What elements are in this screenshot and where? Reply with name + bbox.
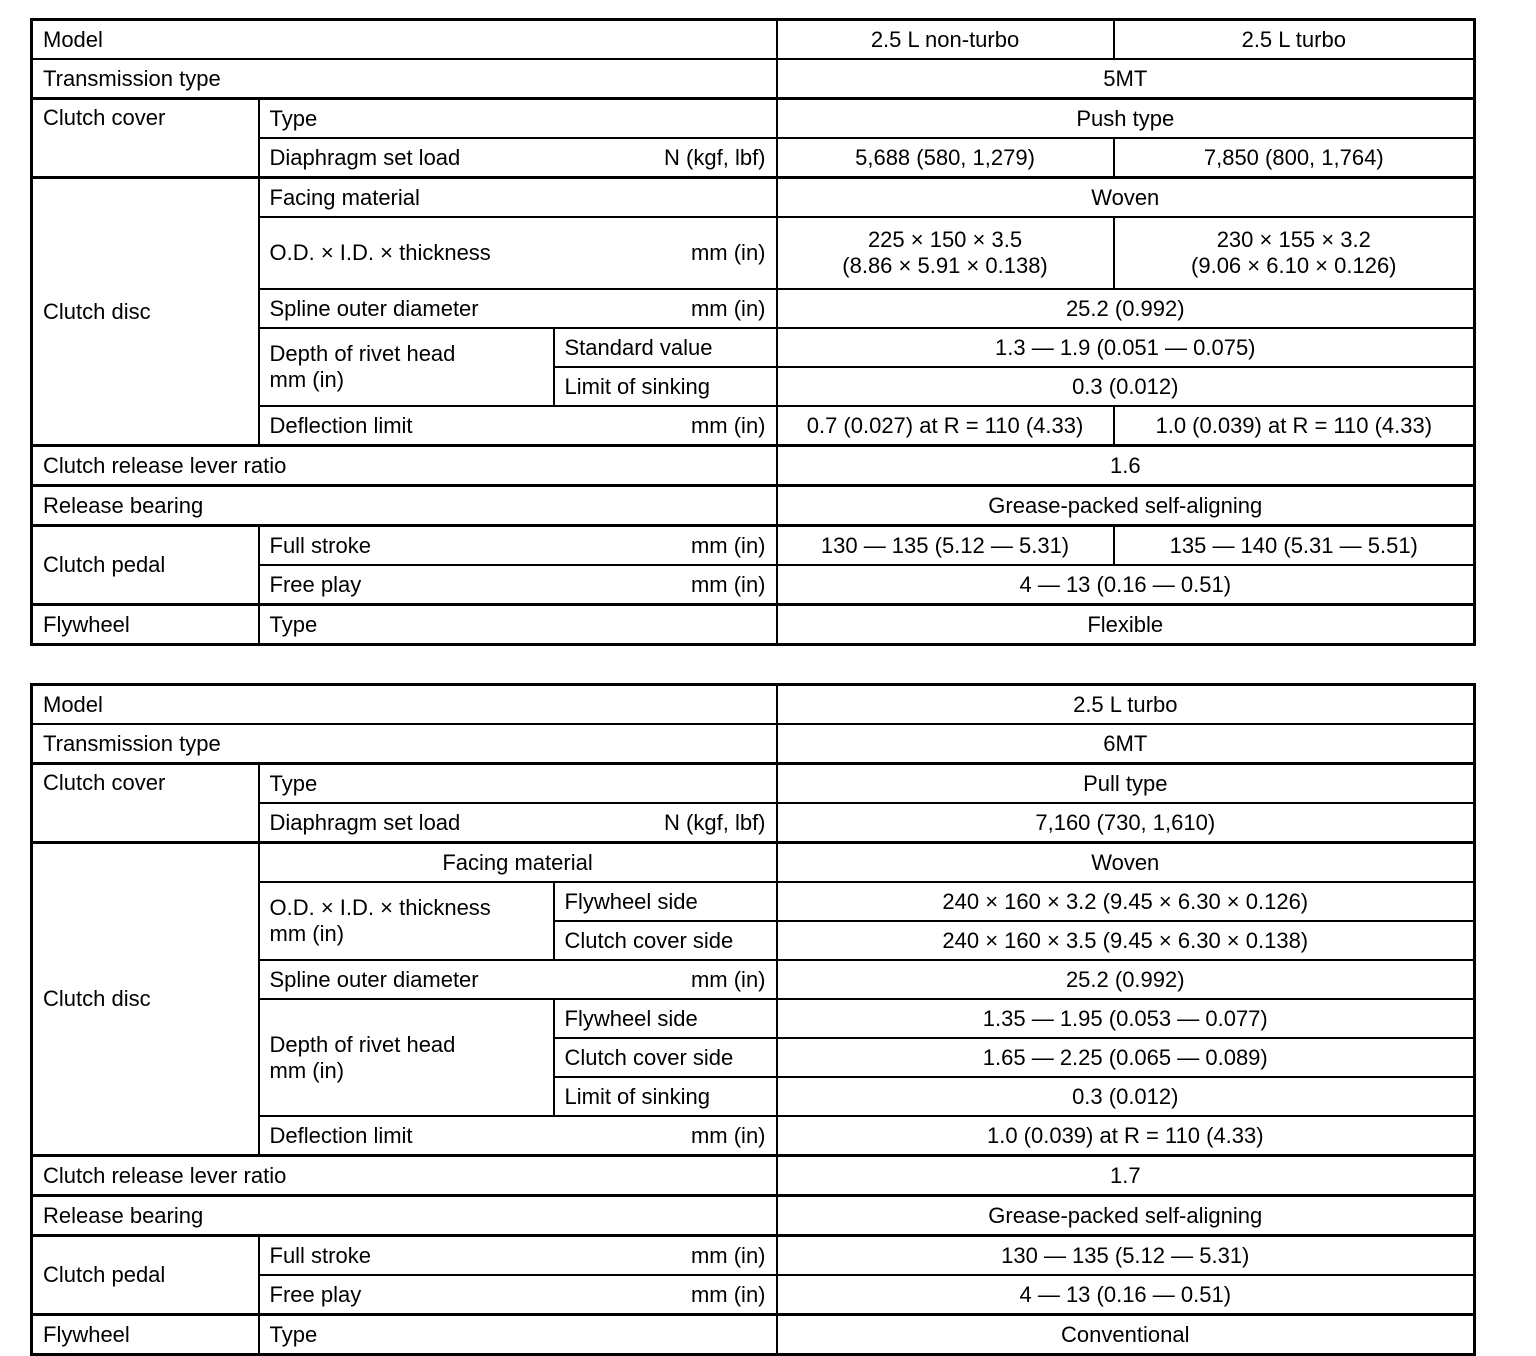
- t2-flywheel-group-label: Flywheel: [32, 1315, 259, 1355]
- t2-free-play-value: 4 — 13 (0.16 — 0.51): [777, 1275, 1475, 1315]
- cell-label-line: Depth of rivet head: [269, 1031, 456, 1057]
- t2-od-cover-side-value: 240 × 160 × 3.5 (9.45 × 6.30 × 0.138): [777, 921, 1475, 960]
- t2-full-stroke-value: 130 — 135 (5.12 — 5.31): [777, 1236, 1475, 1276]
- t1-full-stroke-value-turbo: 135 — 140 (5.31 — 5.51): [1114, 526, 1475, 566]
- t1-cover-type-label: Type: [259, 99, 777, 139]
- cell-unit: mm (in): [690, 240, 766, 265]
- t2-row-full-stroke: [32, 1236, 1475, 1276]
- t2-row-release-ratio: [32, 1156, 1475, 1196]
- cell-unit: mm (in): [690, 1122, 766, 1148]
- t2-row-clutch-cover-type: [32, 764, 1475, 804]
- t2-release-bearing-label: Release bearing: [32, 1196, 777, 1236]
- t1-transmission-label: Transmission type: [32, 59, 777, 99]
- t2-diaphragm-label-cell: [259, 803, 777, 843]
- t1-flywheel-group-label: Flywheel: [32, 605, 259, 645]
- t1-clutch-disc-group-label: Clutch disc: [32, 178, 259, 446]
- t1-deflection-value-nonturbo: 0.7 (0.027) at R = 110 (4.33): [777, 406, 1114, 446]
- t2-cover-type-value: Pull type: [777, 764, 1475, 804]
- t1-rivet-sinking-label: Limit of sinking: [554, 367, 777, 406]
- cell-label: Full stroke: [269, 532, 371, 558]
- t1-rivet-standard-value: 1.3 — 1.9 (0.051 — 0.075): [777, 328, 1475, 367]
- cell-label-line: O.D. × I.D. × thickness: [269, 895, 491, 920]
- t2-row-flywheel: [32, 1315, 1475, 1355]
- t2-spline-value: 25.2 (0.992): [777, 960, 1475, 999]
- t1-flywheel-type-value: Flexible: [777, 605, 1475, 645]
- cell-label: Diaphragm set load: [269, 144, 461, 170]
- t2-model-value: 2.5 L turbo: [777, 685, 1475, 725]
- t2-release-ratio-value: 1.7: [777, 1156, 1475, 1196]
- t2-od-label-cell: [259, 882, 554, 960]
- t1-release-bearing-label: Release bearing: [32, 486, 777, 526]
- cell-label-line: mm (in): [269, 921, 345, 946]
- t2-od-flywheel-side-label: Flywheel side: [554, 882, 777, 921]
- t2-facing-value: Woven: [777, 843, 1475, 883]
- t1-row-facing: [32, 178, 1475, 218]
- t2-rivet-label-cell: [259, 999, 554, 1116]
- t1-full-stroke-value-nonturbo: 130 — 135 (5.12 — 5.31): [777, 526, 1114, 566]
- t1-clutch-pedal-group-label: Clutch pedal: [32, 526, 259, 605]
- t2-row-model: [32, 685, 1475, 725]
- t1-transmission-value: 5MT: [777, 59, 1475, 99]
- t1-row-model: [32, 20, 1475, 60]
- cell-label: Free play: [269, 571, 362, 597]
- t1-facing-label: Facing material: [259, 178, 777, 218]
- t1-diaphragm-label-cell: [259, 138, 777, 178]
- t1-row-release-ratio: [32, 446, 1475, 486]
- value-line: 225 × 150 × 3.5: [867, 227, 1023, 252]
- t2-rivet-flywheel-side-label: Flywheel side: [554, 999, 777, 1038]
- t1-deflection-label-cell: [259, 406, 777, 446]
- t1-row-release-bearing: [32, 486, 1475, 526]
- t1-free-play-value: 4 — 13 (0.16 — 0.51): [777, 565, 1475, 605]
- cell-unit: mm (in): [690, 295, 766, 321]
- cell-unit: mm (in): [690, 1281, 766, 1307]
- t2-clutch-cover-group-label: Clutch cover: [32, 764, 259, 843]
- t1-clutch-cover-group-label: Clutch cover: [32, 99, 259, 178]
- cell-label: Diaphragm set load: [269, 809, 461, 835]
- t2-model-label: Model: [32, 685, 777, 725]
- value-line: (9.06 × 6.10 × 0.126): [1191, 253, 1397, 278]
- t1-rivet-label-cell: [259, 328, 554, 406]
- t2-spline-label-cell: [259, 960, 777, 999]
- t1-release-bearing-value: Grease-packed self-aligning: [777, 486, 1475, 526]
- cell-label: Spline outer diameter: [269, 966, 479, 992]
- t2-rivet-cover-side-label: Clutch cover side: [554, 1038, 777, 1077]
- t1-od-value-nonturbo: [777, 217, 1114, 289]
- cell-label: O.D. × I.D. × thickness: [269, 240, 491, 265]
- cell-label-line: mm (in): [269, 1057, 345, 1083]
- t1-diaphragm-value-nonturbo: 5,688 (580, 1,279): [777, 138, 1114, 178]
- t1-free-play-label-cell: [259, 565, 777, 605]
- t1-model-value-turbo: 2.5 L turbo: [1114, 20, 1475, 60]
- t1-od-label-cell: [259, 217, 777, 289]
- t2-flywheel-type-value: Conventional: [777, 1315, 1475, 1355]
- t2-rivet-cover-side-value: 1.65 — 2.25 (0.065 — 0.089): [777, 1038, 1475, 1077]
- t2-free-play-label-cell: [259, 1275, 777, 1315]
- t1-flywheel-type-label: Type: [259, 605, 777, 645]
- t2-diaphragm-value: 7,160 (730, 1,610): [777, 803, 1475, 843]
- cell-unit: mm (in): [690, 412, 766, 438]
- t1-rivet-standard-label: Standard value: [554, 328, 777, 367]
- t2-od-flywheel-side-value: 240 × 160 × 3.2 (9.45 × 6.30 × 0.126): [777, 882, 1475, 921]
- t1-spline-label-cell: [259, 289, 777, 328]
- t2-deflection-value: 1.0 (0.039) at R = 110 (4.33): [777, 1116, 1475, 1156]
- cell-label: Spline outer diameter: [269, 295, 479, 321]
- cell-unit: mm (in): [690, 1242, 766, 1268]
- t2-cover-type-label: Type: [259, 764, 777, 804]
- t1-full-stroke-label-cell: [259, 526, 777, 566]
- cell-unit: mm (in): [690, 571, 766, 597]
- t1-model-value-nonturbo: 2.5 L non-turbo: [777, 20, 1114, 60]
- t2-deflection-label-cell: [259, 1116, 777, 1156]
- t1-rivet-sinking-value: 0.3 (0.012): [777, 367, 1475, 406]
- value-line: (8.86 × 5.91 × 0.138): [842, 253, 1048, 278]
- t2-transmission-label: Transmission type: [32, 724, 777, 764]
- t2-clutch-disc-group-label: Clutch disc: [32, 843, 259, 1156]
- t1-diaphragm-value-turbo: 7,850 (800, 1,764): [1114, 138, 1475, 178]
- cell-label-line: mm (in): [269, 367, 345, 392]
- t1-cover-type-value: Push type: [777, 99, 1475, 139]
- t2-row-release-bearing: [32, 1196, 1475, 1236]
- t2-facing-label: Facing material: [259, 843, 777, 883]
- t1-release-ratio-value: 1.6: [777, 446, 1475, 486]
- cell-label-line: Depth of rivet head: [269, 341, 456, 366]
- t1-spline-value: 25.2 (0.992): [777, 289, 1475, 328]
- cell-label: Deflection limit: [269, 412, 413, 438]
- t2-release-ratio-label: Clutch release lever ratio: [32, 1156, 777, 1196]
- t1-model-label: Model: [32, 20, 777, 60]
- cell-unit: mm (in): [690, 966, 766, 992]
- t2-rivet-sinking-value: 0.3 (0.012): [777, 1077, 1475, 1116]
- t1-facing-value: Woven: [777, 178, 1475, 218]
- spec-table-6mt: [30, 683, 1476, 1356]
- t1-row-full-stroke: [32, 526, 1475, 566]
- t2-row-transmission: [32, 724, 1475, 764]
- t2-transmission-value: 6MT: [777, 724, 1475, 764]
- t2-rivet-flywheel-side-value: 1.35 — 1.95 (0.053 — 0.077): [777, 999, 1475, 1038]
- cell-unit: N (kgf, lbf): [664, 144, 766, 170]
- t2-release-bearing-value: Grease-packed self-aligning: [777, 1196, 1475, 1236]
- cell-label: Free play: [269, 1281, 362, 1307]
- t2-clutch-pedal-group-label: Clutch pedal: [32, 1236, 259, 1315]
- value-line: 230 × 155 × 3.2: [1216, 227, 1371, 252]
- cell-unit: mm (in): [690, 532, 766, 558]
- t2-od-cover-side-label: Clutch cover side: [554, 921, 777, 960]
- t1-od-value-turbo: [1114, 217, 1475, 289]
- t1-row-transmission: [32, 59, 1475, 99]
- spec-table-5mt: [30, 18, 1476, 646]
- t2-flywheel-type-label: Type: [259, 1315, 777, 1355]
- t2-row-facing: [32, 843, 1475, 883]
- t1-row-clutch-cover-type: [32, 99, 1475, 139]
- t1-row-flywheel: [32, 605, 1475, 645]
- t1-release-ratio-label: Clutch release lever ratio: [32, 446, 777, 486]
- cell-unit: N (kgf, lbf): [664, 809, 766, 835]
- t2-rivet-sinking-label: Limit of sinking: [554, 1077, 777, 1116]
- t2-full-stroke-label-cell: [259, 1236, 777, 1276]
- cell-label: Deflection limit: [269, 1122, 413, 1148]
- cell-label: Full stroke: [269, 1242, 371, 1268]
- t1-deflection-value-turbo: 1.0 (0.039) at R = 110 (4.33): [1114, 406, 1475, 446]
